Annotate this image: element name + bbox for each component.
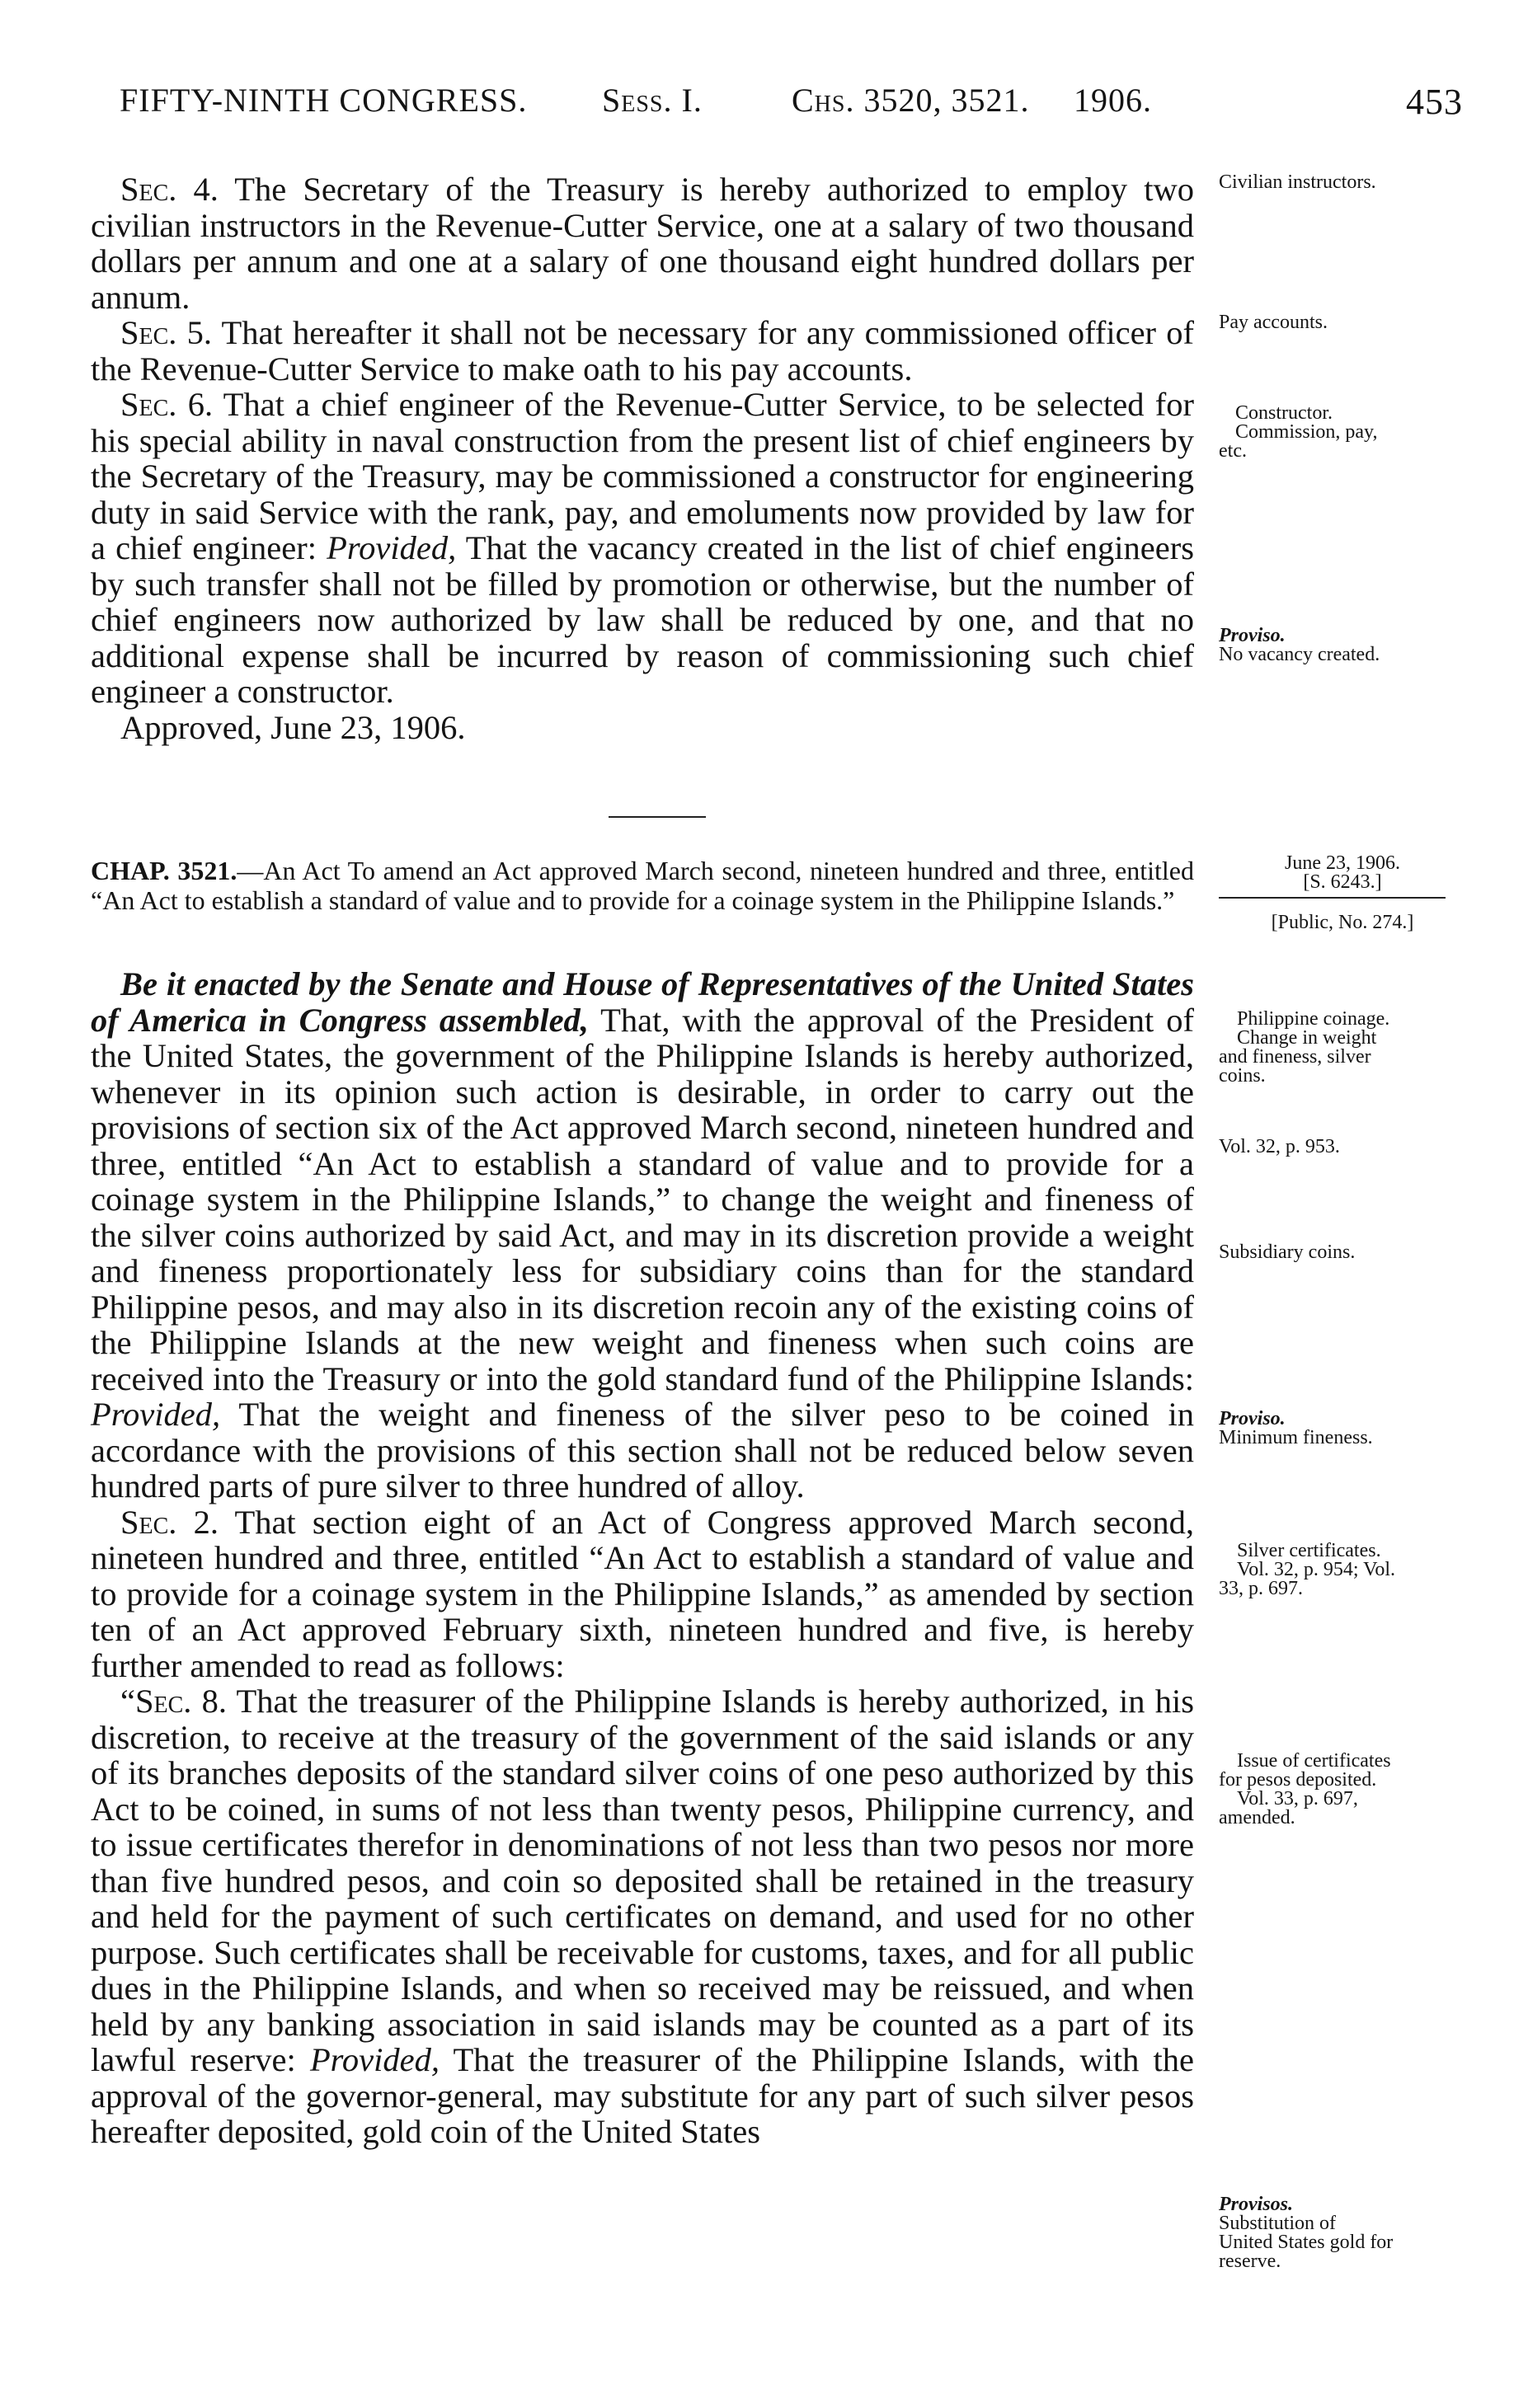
section-6: Sec. 6. That a chief engineer of the Revenue-Cutter Service, to be selected for his special ability in naval construction from the present list of chief engineers by the Secretary of the Treasury, may be commissioned a constructor for engineering duty in said Service with the rank, pay, and emoluments now provided by law for a chief engineer: Provided, That the vacancy created in the list of chief engineers by such transfer shall not be filled by promotion or otherwise, but the number of chief engineers now authorized by law shall be reduced by one, and that no additional expense shall be incurred by reason of commissioning such chief engineer a constructor. bbox=[91, 386, 1195, 710]
margin-public: [Public, No. 274.] bbox=[1271, 912, 1414, 933]
section-divider bbox=[609, 816, 706, 818]
margin-silver-certificates: Silver certificates. Vol. 32, p. 954; Vol. 33, p. 697. bbox=[1219, 1540, 1396, 1599]
header-session: Sess. I. bbox=[602, 82, 703, 119]
margin-pay-accounts: Pay accounts. bbox=[1219, 312, 1328, 333]
chapter-heading: CHAP. 3521.—An Act To amend an Act approved March second, nineteen hundred and three, entitled “An Act to establish a standard of value and to provide for a coinage system in the Philippine Islands.” bbox=[91, 856, 1195, 915]
body-part-2 bbox=[91, 966, 1194, 2150]
section-4: Sec. 4. The Secretary of the Treasury is hereby authorized to employ two civilian instructors in the Revenue-Cutter Service, one at a salary of two thousand dollars per annum and one at a salary of one thousand eight hundred dollars per annum. bbox=[91, 171, 1194, 316]
margin-proviso-1: Proviso. No vacancy created. bbox=[1219, 625, 1380, 665]
approved-line: Approved, June 23, 1906. bbox=[120, 708, 466, 746]
margin-issue-certificates: Issue of certificates for pesos deposited. Vol. 33, p. 697, amended. bbox=[1219, 1750, 1391, 1828]
margin-date: June 23, 1906. [S. 6243.] bbox=[1285, 852, 1400, 893]
margin-philippine-coinage: Philippine coinage. Change in weight and fineness, silver coins. bbox=[1219, 1008, 1390, 1087]
margin-constructor: Constructor. Commission, pay, etc. bbox=[1219, 402, 1378, 462]
page-number: 453 bbox=[1406, 82, 1463, 122]
margin-provisos-substitution: Provisos. Substitution of United States gold for reserve. bbox=[1219, 2194, 1394, 2272]
section-5: Sec. 5. That hereafter it shall not be necessary for any commissioned officer of the Revenue-Cutter Service to make oath to his pay accounts. bbox=[91, 314, 1194, 387]
section-8-quoted: “Sec. 8. That the treasurer of the Philippine Islands is hereby authorized, in his discretion, to receive at the treasury of the government of the said islands or any of its branches deposits of the standard silver coins of one peso authorized by this Act to be coined, in sums of not less than twenty pesos, Philippine currency, and to issue certificates therefor in denominations of not less than two pesos nor more than five hundred pesos, and coin so deposited shall be retained in the treasury and held for the payment of such certificates on demand, and used for no other purpose. Such certificates shall be receivable for customs, taxes, and for all public dues in the Philippine Islands, and when so received may be reissued, and when held by any banking association in said islands may be counted as a part of its lawful reserve: Provided, That the treasurer of the Philippine Islands, with the approval of the governor-general, may substitute for any part of such silver pesos hereafter deposited, gold coin of the United States bbox=[91, 1683, 1194, 2150]
running-header bbox=[120, 81, 1463, 127]
header-congress: FIFTY-NINTH CONGRESS. bbox=[120, 82, 528, 119]
margin-vol32: Vol. 32, p. 953. bbox=[1219, 1136, 1340, 1157]
margin-proviso-2: Proviso. Minimum fineness. bbox=[1219, 1408, 1373, 1448]
section-2: Sec. 2. That section eight of an Act of Congress approved March second, nineteen hundred and three, entitled “An Act to establish a standard of value and to provide for a coinage system in the Philippine Islands,” as amended by section ten of an Act approved February sixth, nineteen hundred and five, is hereby further amended to read as follows: bbox=[91, 1503, 1194, 1684]
margin-civilian-instructors: Civilian instructors. bbox=[1219, 171, 1376, 193]
body-part-1 bbox=[91, 171, 1194, 745]
margin-subsidiary-coins: Subsidiary coins. bbox=[1219, 1242, 1356, 1263]
margin-rule bbox=[1219, 897, 1446, 899]
enacting-clause: Be it enacted by the Senate and House of Representatives of the United States of America in Congress assembled, That, with the approval of the President of the United States, the government of the Philippine Islands is hereby authorized, whenever in its opinion such action is desirable, in order to carry out the provisions of section six of the Act approved March second, nineteen hundred and three, entitled “An Act to establish a standard of value and to provide for a coinage system in the Philippine Islands,” to change the weight and fineness of the silver coins authorized by said Act, and may in its discretion provide a weight and fineness proportionately less for subsidiary coins than for the standard Philippine pesos, and may also in its discretion recoin any of the existing coins of the Philippine Islands at the new weight and fineness when such coins are received into the Treasury or into the gold standard fund of the Philippine Islands: Provided, That the weight and fineness of the silver peso to be coined in accordance with the provisions of this section shall not be reduced below seven hundred parts of pure silver to three hundred of alloy. bbox=[91, 965, 1194, 1504]
header-chapters: Chs. 3520, 3521. bbox=[792, 82, 1030, 119]
header-year: 1906. bbox=[1074, 82, 1152, 119]
